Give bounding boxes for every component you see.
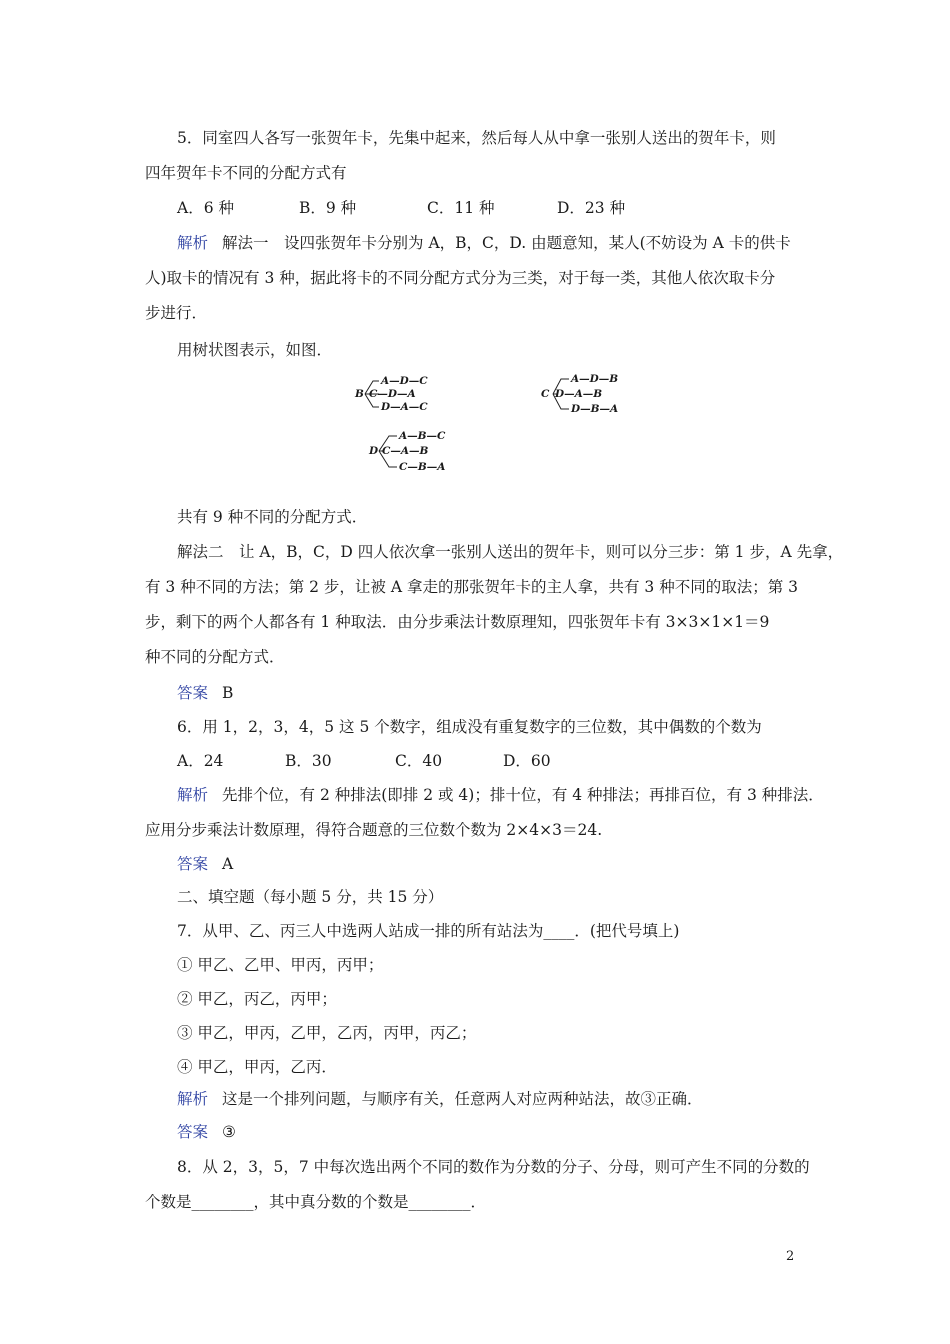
q5-method2-line4: 种不同的分配方式． xyxy=(145,648,285,666)
answer-label: 答案 xyxy=(177,684,209,702)
tree-c-root: C xyxy=(541,388,550,400)
tree-diagram-c xyxy=(541,370,641,422)
q5-analysis-line1 xyxy=(177,233,791,253)
q5-analysis-line3: 步进行． xyxy=(145,304,208,322)
q5-analysis-text1: 解法一 设四张贺年卡分别为 A，B，C，D. 由题意知，某人(不妨设为 A 卡的供卡 xyxy=(222,234,791,252)
q7-choice-3: ③ 甲乙，甲丙，乙甲，乙丙，丙甲，丙乙； xyxy=(177,1024,477,1042)
q5-option-c: C．11 种 xyxy=(427,199,495,217)
page-number: 2 xyxy=(786,1249,795,1264)
tree-d-branch-2: C—A—B xyxy=(382,445,429,457)
answer-label: 答案 xyxy=(177,1123,209,1141)
q7-choice-2: ② 甲乙，丙乙，丙甲； xyxy=(177,990,337,1008)
q6-answer-value: A xyxy=(222,855,234,873)
analysis-label: 解析 xyxy=(177,1090,209,1108)
q6-options xyxy=(177,751,551,771)
tree-d-branch-1: A—B—C xyxy=(399,430,446,442)
analysis-label: 解析 xyxy=(177,786,209,804)
q7-choice-4: ④ 甲乙，甲丙，乙丙． xyxy=(177,1058,337,1076)
q6-analysis-line2: 应用分步乘法计数原理，得符合题意的三位数个数为 2×4×3＝24. xyxy=(145,821,603,839)
analysis-label: 解析 xyxy=(177,234,209,252)
q5-option-a: A．6 种 xyxy=(177,199,234,217)
tree-c-branch-1: A—D—B xyxy=(571,373,619,385)
q7-choice-1: ① 甲乙、乙甲、甲丙，丙甲； xyxy=(177,956,384,974)
q5-method2-line1: 解法二 让 A，B，C，D 四人依次拿一张别人送出的贺年卡，则可以分三步：第 1 步，A 先拿， xyxy=(177,543,844,561)
q5-stem-line2: 四年贺年卡不同的分配方式有 xyxy=(145,164,347,182)
q5-option-b: B．9 种 xyxy=(299,199,357,217)
q5-option-d: D．23 种 xyxy=(557,199,626,217)
q6-answer xyxy=(177,854,233,874)
tree-c-branch-3: D—B—A xyxy=(571,403,619,415)
q5-answer-value: B xyxy=(222,684,234,702)
q5-stem-line1: 5．同室四人各写一张贺年卡，先集中起来，然后每人从中拿一张别人送出的贺年卡，则 xyxy=(177,129,776,147)
q8-stem-line2: 个数是________，其中真分数的个数是________． xyxy=(145,1193,487,1211)
q6-analysis-line1 xyxy=(177,785,824,805)
tree-b-branch-3: D—A—C xyxy=(381,401,428,413)
tree-b-branch-1: A—D—C xyxy=(381,375,428,387)
tree-c-branch-2: D—A—B xyxy=(555,388,603,400)
q5-method2-line3: 步，剩下的两个人都各有 1 种取法．由分步乘法计数原理知，四张贺年卡有 3×3×1×1＝9 xyxy=(145,613,770,631)
q5-analysis-line2: 人)取卡的情况有 3 种，据此将卡的不同分配方式分为三类，对于每一类，其他人依次取卡分 xyxy=(145,269,776,287)
q7-stem: 7．从甲、乙、丙三人中选两人站成一排的所有站法为____．(把代号填上) xyxy=(177,922,680,940)
q5-options xyxy=(177,198,625,218)
tree-diagram-b xyxy=(355,372,455,424)
q7-answer-value: ③ xyxy=(222,1123,236,1141)
q8-stem-line1: 8．从 2，3，5，7 中每次选出两个不同的数作为分数的分子、分母，则可产生不同的分数的 xyxy=(177,1158,810,1176)
tree-b-root: B xyxy=(355,388,364,400)
q5-method2-line2: 有 3 种不同的方法；第 2 步，让被 A 拿走的那张贺年卡的主人拿，共有 3 种不同的取法；第 3 xyxy=(145,578,798,596)
q6-option-a: A．24 xyxy=(177,752,224,770)
q6-option-d: D．60 xyxy=(503,752,551,770)
tree-d-branch-3: C—B—A xyxy=(399,461,446,473)
q5-tree-intro: 用树状图表示，如图． xyxy=(177,341,333,359)
q5-tree-summary: 共有 9 种不同的分配方式． xyxy=(177,508,368,526)
q6-option-c: C．40 xyxy=(395,752,443,770)
q6-analysis-text1: 先排个位，有 2 种排法(即排 2 或 4)；排十位，有 4 种排法；再排百位，有 3 种排法． xyxy=(222,786,824,804)
tree-b-branch-2: C—D—A xyxy=(369,388,416,400)
tree-d-root: D xyxy=(369,445,379,457)
q6-stem: 6．用 1，2，3，4，5 这 5 个数字，组成没有重复数字的三位数，其中偶数的个数为 xyxy=(177,718,762,736)
q7-analysis xyxy=(177,1089,703,1109)
answer-label: 答案 xyxy=(177,855,209,873)
q7-analysis-text: 这是一个排列问题，与顺序有关，任意两人对应两种站法，故③正确． xyxy=(222,1090,703,1108)
tree-diagram-d xyxy=(369,426,469,478)
q5-answer xyxy=(177,683,233,703)
q6-option-b: B．30 xyxy=(285,752,332,770)
q7-answer xyxy=(177,1122,236,1142)
section-heading: 二、填空题（每小题 5 分，共 15 分） xyxy=(177,888,444,906)
